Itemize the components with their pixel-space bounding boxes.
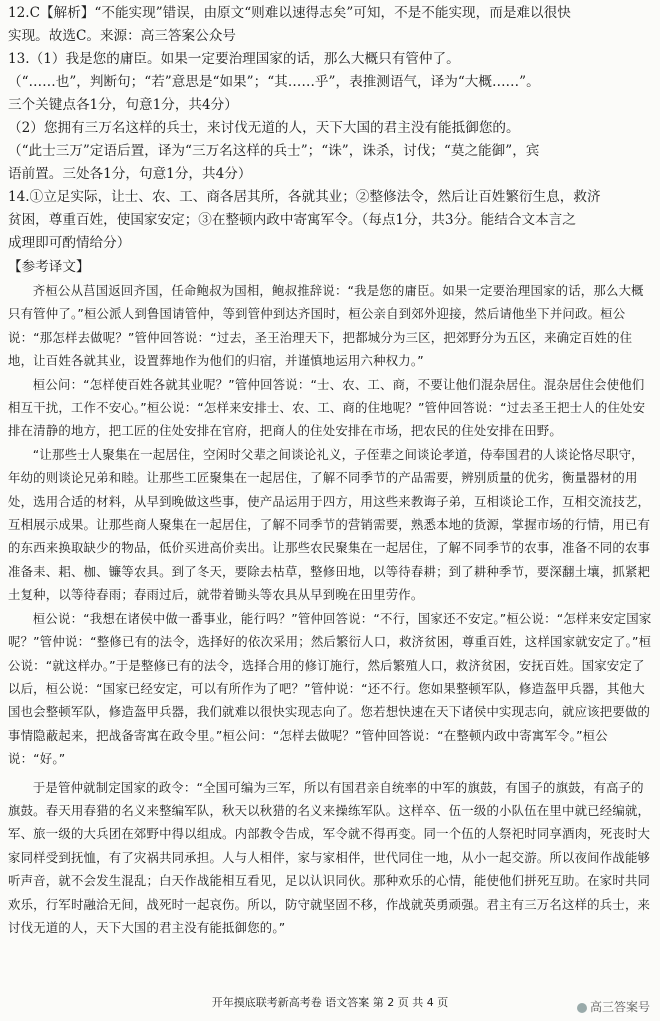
translation-paragraph: 桓公说：“我想在诸侯中做一番事业，能行吗？”管仲回答说：“不行，国家还不安定。”桓公说：“怎样来安定国家呢？”管仲说：“整修已有的法令，选择好的依次采用；然后繁衍人口，救济贫困，尊重百姓，这样国家就安定了。”桓公说：“就这样办。”于是整修已有的法令，选择合用的修订施行，然后繁殖人口，救济贫困，安抚百姓。国家安定了以后，桓公说：“国家已经安定，可以有所作为了吧？”管仲说：“还不行。您如果整顿军队，修造盔甲兵器，其他大国也会整顿军队，修造盔甲兵器，我们就难以很快实现志向了。您若想快速在天下诸侯中实现志向，就应该把要做的事情隐蔽起来，把战备寄寓在政令里。”桓公问：“怎样去做呢？”管仲回答说：“在整顿内政中寄寓军令。”桓公说：“好。” <box>8 610 652 767</box>
answer-line: 贫困，尊重百姓，使国家安定；③在整顿内政中寄寓军令。（每点1分，共3分。能结合文本言之 <box>8 212 576 228</box>
wechat-icon <box>577 1003 587 1013</box>
page-footer: 开年摸底联考新高考卷 语文答案 第 2 页 共 4 页 <box>211 996 449 1009</box>
translation-paragraph: 齐桓公从莒国返回齐国，任命鲍叔为国相，鲍叔推辞说：“我是您的庸臣。如果一定要治理国家的话，那么大概只有管仲了。”桓公派人到鲁国请管仲，等到管仲到达齐国时，桓公亲自到郊外迎接，然后请他坐下并问政。桓公说：“那怎样去做呢？”管仲回答说：“过去，圣王治理天下，把都城分为三区，把郊野分为五区，来确定百姓的住地，让百姓各就其业，设置葬地作为他们的归宿，并谨慎地运用六种权力。” <box>8 283 644 369</box>
answer-page <box>8 2 652 939</box>
answer-line: （“此士三万”定语后置，译为“三万名这样的兵士”；“诛”，诛杀，讨伐；“莫之能御”，宾 <box>8 143 540 159</box>
answer-line: 成理即可酌情给分） <box>8 235 131 251</box>
translation-paragraph: “让那些士人聚集在一起居住，空闲时父辈之间谈论礼义，子侄辈之间谈论孝道，侍奉国君的人谈论恪尽职守，年幼的则谈论兄弟和睦。让那些工匠聚集在一起居住，了解不同季节的产品需要，辨别质量的优劣，衡量器材的用处，选用合适的材料，从早到晚做这些事，使产品运用于四方，用这些来教诲子弟，互相谈论工作，互相交流技艺，互相展示成果。让那些商人聚集在一起居住，了解不同季节的营销需要，熟悉本地的货源，掌握市场的行情，用已有的东西来换取缺少的物品，低价买进高价卖出。让那些农民聚集在一起居住，了解不同季节的农事，准备不同的农事准备耒、耜、枷、镰等农具。到了冬天，要除去枯草，整修田地，以等待春耕；到了耕种季节，要深翻土壤，抓紧耙土复种，以等待春雨；春雨过后，就带着锄头等农具从早到晚在田里劳作。 <box>8 446 651 603</box>
answer-line: （“……也”，判断句；“若”意思是“如果”；“其……乎”，表推测语气，译为“大概……”。 <box>8 74 540 90</box>
translation-section <box>8 279 652 939</box>
watermark <box>577 998 650 1015</box>
answer-line: （2）您拥有三万名这样的兵士，来讨伐无道的人，天下大国的君主没有能抵御您的。 <box>8 120 520 136</box>
answer-line: 14.①立足实际，让士、农、工、商各居其所，各就其业；②整修法令，然后让百姓繁衍生息，救济 <box>8 189 601 205</box>
translation-paragraph: 桓公问：“怎样使百姓各就其业呢？”管仲回答说：“士、农、工、商，不要让他们混杂居住。混杂居住会使他们相互干扰，工作不安心。”桓公说：“怎样来安排士、农、工、商的住地呢？”管仲回答说：“过去圣王把士人的住处安排在清静的地方，把工匠的住处安排在官府，把商人的住处安排在市场，把农民的住处安排在田野。 <box>8 376 646 439</box>
answer-line: 三个关键点各1分，句意1分，共4分） <box>8 97 238 113</box>
answer-line: 12.C【解析】“不能实现”错误，由原文“则难以速得志矣”可知，不是不能实现，而是难以很快 <box>8 5 571 21</box>
answer-line: 语前置。三处各1分，句意1分，共4分） <box>8 166 252 182</box>
answer-line: 实现。故选C。来源：高三答案公众号 <box>8 28 236 44</box>
answer-section <box>8 2 652 255</box>
translation-header: 【参考译文】 <box>8 259 90 275</box>
answer-line: 13.（1）我是您的庸臣。如果一定要治理国家的话，那么大概只有管仲了。 <box>8 51 460 67</box>
watermark-text: 高三答案号 <box>589 1000 650 1014</box>
translation-paragraph: 于是管仲就制定国家的政令：“全国可编为三军，所以有国君亲自统率的中军的旗鼓，有国子的旗鼓，有高子的旗鼓。春天用春猎的名义来整编军队，秋天以秋猎的名义来操练军队。这样卒、伍一级的小队伍在里中就已经编就，军、旅一级的大兵团在郊野中得以组成。内部教令告成，军令就不得再变。同一个伍的人祭祀时同享酒肉，死丧时大家同样受到抚恤，有了灾祸共同承担。人与人相伴，家与家相伴，世代同住一地，从小一起交游。所以夜间作战能够听声音，就不会发生混乱；白天作战能相互看见，足以认识同伙。那种欢乐的心情，能使他们拼死互助。在家时共同欢乐，行军时融洽无间，战死时一起哀伤。所以，防守就坚固不移，作战就英勇顽强。君主有三万名这样的兵士，来讨伐无道的人，天下大国的君主没有能抵御您的。” <box>8 779 651 935</box>
